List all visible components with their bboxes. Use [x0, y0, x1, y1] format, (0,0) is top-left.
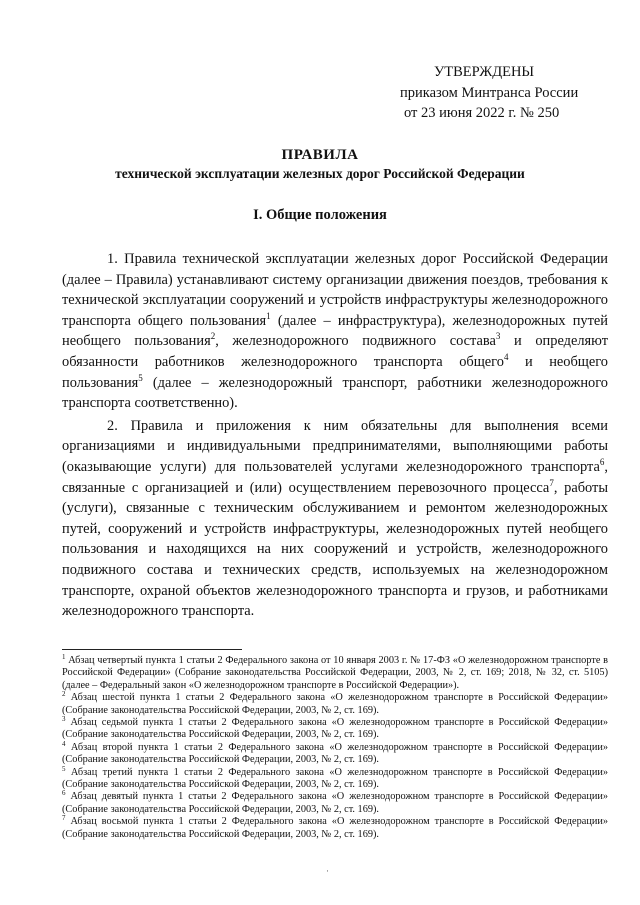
approval-block — [400, 62, 600, 124]
footnote-divider — [62, 649, 242, 650]
footnote-number: 6 — [62, 789, 66, 798]
footnote-ref: 2 — [210, 331, 216, 342]
footnote-text: Абзац четвертый пункта 1 статьи 2 Федерального закона от 10 января 2003 г. № 17-ФЗ «О железнодорожном транспорте в Российской Федерации» (Собрание законодательства Российской Федерации, 2003, № 2, ст. 169; 2018, № 32, ст. 5105) (далее – Федеральный закон «О железнодорожном транспорте в Российской Федерации»). — [62, 655, 608, 691]
footnote — [62, 717, 608, 742]
paragraph-text: 2. Правила и приложения к ним обязательны для выполнения всеми организациями и индивидуальными предпринимателями, выполняющими работы (оказывающие услуги) для пользователей услугами железнодорожного транспорта — [62, 417, 608, 475]
footnote — [62, 791, 608, 816]
footnote — [62, 764, 608, 792]
footnotes — [62, 655, 608, 841]
footnote-number: 7 — [62, 814, 66, 823]
paragraph-text: (далее – инфраструктура), железнодорожных путей необщего пользования — [62, 312, 608, 350]
footnote-number: 1 — [62, 653, 66, 661]
paragraph-2 — [62, 416, 608, 622]
scan-mark: · — [326, 866, 329, 876]
footnote-text: Абзац восьмой пункта 1 статьи 2 Федерального закона «О железнодорожном транспорте в Российской Федерации» (Собрание законодательства Российской Федерации, 2003, № 2, ст. 169). — [62, 816, 608, 840]
document-body — [62, 249, 608, 622]
footnote-ref: 5 — [138, 372, 143, 383]
footnote — [62, 692, 608, 717]
approval-date: от 23 июня 2022 г. № 250 — [404, 105, 560, 121]
footnote-text: Абзац седьмой пункта 1 статьи 2 Федерального закона «О железнодорожном транспорте в Российской Федерации» (Собрание законодательства Российской Федерации, 2003, № 2, ст. 169). — [62, 717, 608, 741]
footnote-text: Абзац девятый пункта 1 статьи 2 Федерального закона «О железнодорожном транспорте в Российской Федерации» (Собрание законодательства Российской Федерации, 2003, № 2, ст. 169). — [62, 791, 608, 815]
paragraph-text: , связанные с организацией и (или) осуществлением перевозочного процесса — [62, 458, 608, 496]
footnote-text: Абзац второй пункта 1 статьи 2 Федерального закона «О железнодорожном транспорте в Российской Федерации» (Собрание законодательства Российской Федерации, 2003, № 2, ст. 169). — [62, 741, 608, 766]
footnote — [62, 655, 608, 692]
paragraph-text: , работы (услуги), связанные с техническим обслуживанием и ремонтом железнодорожных путей, сооружений и устройств инфраструктуры, железнодорожных путей необщего пользования и находящихся на них сооружений и устройств, железнодорожного подвижного состава и технических средств, используемых на железнодорожном транспорте, охраной объектов железнодорожного транспорта и грузов, и работниками железнодорожного транспорта. — [62, 479, 608, 620]
section-heading: I. Общие положения — [253, 207, 387, 223]
footnote-ref: 3 — [495, 331, 501, 342]
paragraph-text: и необщего пользования — [62, 353, 609, 391]
paragraph-text: (далее – железнодорожный транспорт, работники железнодорожного транспорта соответственно). — [62, 374, 608, 412]
footnote-ref: 1 — [266, 310, 271, 321]
footnote-ref: 7 — [549, 477, 554, 488]
footnote-ref: 4 — [503, 351, 509, 362]
footnote-text: Абзац шестой пункта 1 статьи 2 Федерального закона «О железнодорожном транспорте в Российской Федерации» (Собрание законодательства Российской Федерации, 2003, № 2, ст. 169). — [62, 692, 608, 716]
footnote-number: 5 — [62, 764, 66, 773]
footnote-number: 3 — [62, 715, 66, 724]
paragraph-text: , железнодорожного подвижного состава — [215, 333, 496, 350]
footnote — [62, 739, 608, 767]
document-subtitle: технической эксплуатации железных дорог Российской Федерации — [115, 166, 525, 181]
paragraph-text: и определяют обязанности работников железнодорожного транспорта общего — [62, 333, 609, 370]
footnote-text: Абзац третий пункта 1 статьи 2 Федерального закона «О железнодорожном транспорте в Российской Федерации» (Собрание законодательства Российской Федерации, 2003, № 2, ст. 169). — [62, 766, 608, 791]
approval-heading: УТВЕРЖДЕНЫ — [434, 64, 535, 80]
footnote-number: 2 — [62, 690, 66, 699]
paragraph-text: 1. Правила технической эксплуатации железных дорог Российской Федерации (далее – Правила) устанавливают систему организации движения поездов, требования к технической эксплуатации сооружений и устройств инфраструктуры железнодорожного транспорта общего пользования — [62, 251, 608, 329]
paragraph-1 — [62, 249, 608, 414]
document-title: ПРАВИЛА — [281, 147, 359, 163]
footnote-ref: 6 — [599, 456, 605, 467]
approval-order: приказом Минтранса России — [400, 84, 579, 101]
footnote — [62, 816, 608, 841]
footnote-number: 4 — [62, 739, 66, 748]
